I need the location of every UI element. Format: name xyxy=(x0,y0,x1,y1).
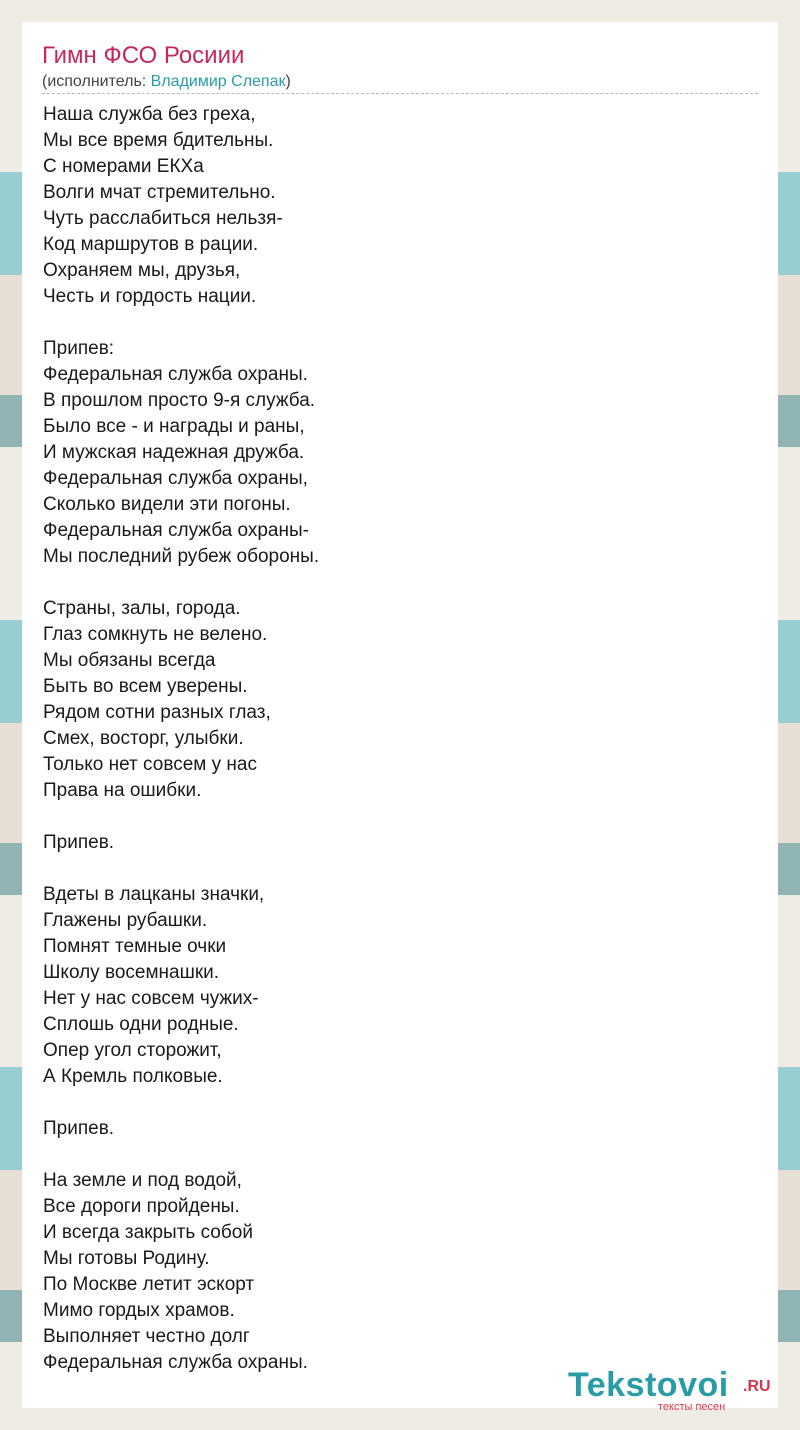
title-divider xyxy=(42,93,758,94)
lyric-line: Быть во всем уверены. xyxy=(43,676,248,697)
artist-suffix: ) xyxy=(285,73,291,90)
lyric-line: По Москве летит эскорт xyxy=(43,1274,255,1295)
lyric-line: Припев. xyxy=(43,1118,115,1139)
lyric-line: Вдеты в лацканы значки, xyxy=(43,884,265,905)
lyric-line: Припев. xyxy=(43,832,115,853)
stanza-break xyxy=(43,310,743,336)
lyric-line: Сплошь одни родные. xyxy=(43,1014,239,1035)
lyric-line: Федеральная служба охраны, xyxy=(43,468,308,489)
lyric-line: Мы обязаны всегда xyxy=(43,650,216,671)
lyrics-body xyxy=(43,102,743,1376)
lyric-line: Страны, залы, города. xyxy=(43,598,241,619)
lyric-line: Код маршрутов в рации. xyxy=(43,234,259,255)
lyric-line: И всегда закрыть собой xyxy=(43,1222,253,1243)
lyric-line: Мы готовы Родину. xyxy=(43,1248,210,1269)
lyric-line: Нет у нас совсем чужих- xyxy=(43,988,259,1009)
lyric-line: Честь и гордость нации. xyxy=(43,286,257,307)
lyric-line: Было все - и награды и раны, xyxy=(43,416,305,437)
lyric-line: Помнят темные очки xyxy=(43,936,227,957)
logo-brand: Tekstovoi xyxy=(568,1366,729,1404)
lyric-line: Волги мчат стремительно. xyxy=(43,182,276,203)
lyric-line: И мужская надежная дружба. xyxy=(43,442,305,463)
lyric-line: Права на ошибки. xyxy=(43,780,202,801)
stanza-break xyxy=(43,570,743,596)
lyric-line: Охраняем мы, друзья, xyxy=(43,260,241,281)
lyric-line: Мы все время бдительны. xyxy=(43,130,274,151)
artist-prefix: (исполнитель: xyxy=(42,73,151,90)
lyric-line: Мимо гордых храмов. xyxy=(43,1300,235,1321)
lyric-line: А Кремль полковые. xyxy=(43,1066,223,1087)
lyric-line: Федеральная служба охраны. xyxy=(43,364,308,385)
lyric-line: Выполняет честно долг xyxy=(43,1326,250,1347)
lyric-line: Глаз сомкнуть не велено. xyxy=(43,624,268,645)
lyric-line: Смех, восторг, улыбки. xyxy=(43,728,244,749)
lyric-line: Припев: xyxy=(43,338,115,359)
stanza-break xyxy=(43,1090,743,1116)
lyric-line: Наша служба без греха, xyxy=(43,104,256,125)
song-title: Гимн ФСО Росиии xyxy=(42,42,245,69)
lyric-line: Федеральная служба охраны- xyxy=(43,520,309,541)
artist-link[interactable]: Владимир Слепак xyxy=(150,73,286,90)
logo-tagline: тексты песен xyxy=(658,1401,726,1413)
lyric-line: Рядом сотни разных глаз, xyxy=(43,702,271,723)
lyric-line: На земле и под водой, xyxy=(43,1170,242,1191)
lyrics-card xyxy=(22,22,778,1413)
stanza-break xyxy=(43,1142,743,1168)
stanza-break xyxy=(43,804,743,830)
lyric-line: Глажены рубашки. xyxy=(43,910,208,931)
lyric-line: Федеральная служба охраны. xyxy=(43,1352,308,1373)
lyric-line: Чуть расслабиться нельзя- xyxy=(43,208,283,229)
logo-domain: .RU xyxy=(743,1378,771,1395)
artist-line xyxy=(42,73,291,91)
stanza-break xyxy=(43,856,743,882)
site-logo[interactable] xyxy=(568,1366,780,1416)
lyric-line: Мы последний рубеж обороны. xyxy=(43,546,320,567)
lyric-line: Школу восемнашки. xyxy=(43,962,220,983)
lyric-line: Только нет совсем у нас xyxy=(43,754,257,775)
lyric-line: Опер угол сторожит, xyxy=(43,1040,222,1061)
lyric-line: С номерами ЕКХа xyxy=(43,156,204,177)
lyric-line: В прошлом просто 9-я служба. xyxy=(43,390,316,411)
lyric-line: Все дороги пройдены. xyxy=(43,1196,240,1217)
lyric-line: Сколько видели эти погоны. xyxy=(43,494,291,515)
